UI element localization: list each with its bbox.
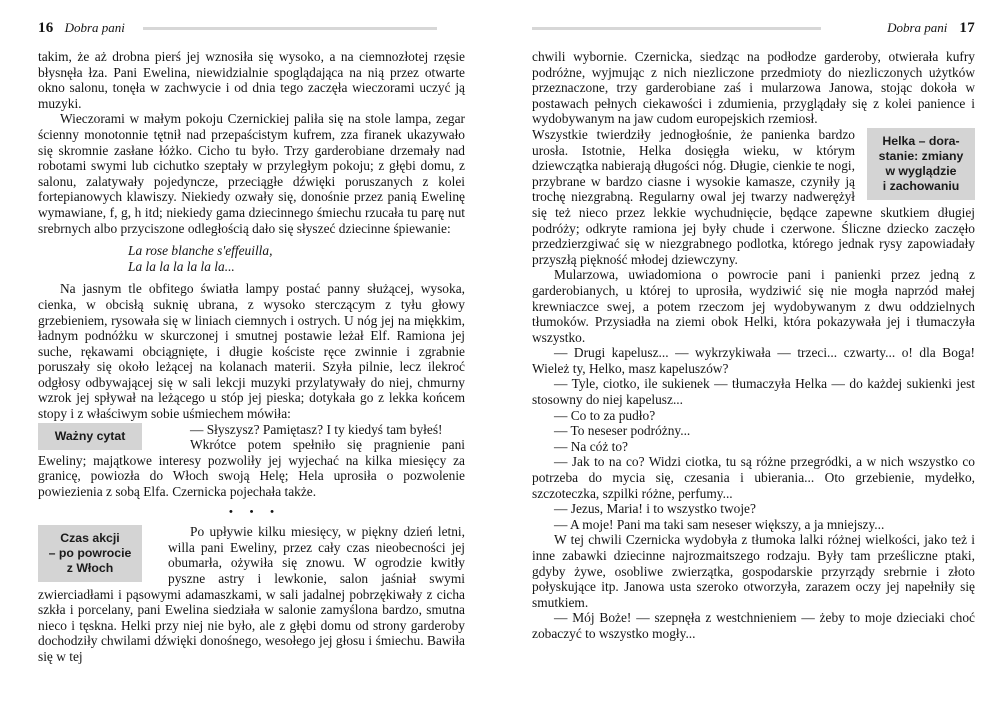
paragraph: Mularzowa, uwiadomiona o powrocie pani i panienki przez jedną z garderobianych, u której to uprosiła, wydziwić się nie mogła naprzód małej krewniaczce swej, a potem rzeczom jej wydobywanym z dwu oddzielnych tłumoków. Przysiadła na ziemi obok Helki, która pokazywała jej i tłumaczyła wszystko. <box>532 267 975 345</box>
paragraph: Na jasnym tle obfitego światła lampy postać panny służącej, wysoka, cienka, w obcisłą suknię ubrana, z wysoko sterczącym z tyłu głowy grzebieniem, rysowała się w liniach ciemnych i ostrych. U nóg jej na miękkim, ładnym podnóżku w skurczonej i smutnej postawie leżał Elf. Ramiona jej suche, rękawami obciągnięte, i długie kościste ręce zwinnie i zgrabnie poruszały się około leżącej na kolanach materii. Szyła pilnie, lecz ilekroć odgłosy odbywającej się w sali lekcji muzyki przylatywały do niej, chmurny wzrok jej spływał na leżącego u stóp jej pieska; dotykała go z lekka końcem stopy i z właściwym sobie uśmiechem mówiła: <box>38 281 465 422</box>
paragraph: Wszystkie twierdziły jednogłośnie, że panienka bardzo urosła. Istotnie, Helka dosięgła wieku, w którym dziewczątka nabierają długości nóg. Długie, cienkie te nogi, przybrane w bardzo ciasne i wysokie kamasze, czyniły ją trochę niezgrabną. Regularny owal jej twarzy nadwerężył się też nieco przez lekkie wychudnięcie, będące zapewne skutkiem długiej podróży; odkryte ramiona jej były chude i czerwone. Śliczne dziecko zaczęło przedzierzgiwać się w niezgrabnego podlotka, którego jednak rysy zapowiadały przyszłą piękność młodej dziewczyny. <box>532 126 975 267</box>
header-rule-right <box>532 27 821 30</box>
margin-note-line: w wyglądzie <box>885 163 957 178</box>
dialogue-line: — Jezus, Maria! i to wszystko twoje? <box>554 501 756 517</box>
margin-note-line: z Włoch <box>66 561 114 576</box>
dialogue-line: — A moje! Pani ma taki sam neseser większy, a ja mniejszy... <box>554 516 885 532</box>
page-header-right <box>532 20 975 36</box>
dialogue-line: — Słyszysz? Pamiętasz? I ty kiedyś tam byłeś! <box>190 421 443 437</box>
paragraph: takim, że aż drobna pierś jej wznosiła się wysoko, a na ciemnozłotej rzęsie błysnęła łza. Pani Ewelina, niewidzialnie spoglądająca na nią przez otwarte okno salonu, tonęła w zachwycie i od dnia tego zaczęła wieczorami uczyć ją muzyki. <box>38 49 465 111</box>
running-title-right: Dobra pani <box>887 20 948 35</box>
verse-line: La la la la la la la... <box>128 258 235 274</box>
running-title-left: Dobra pani <box>64 20 125 35</box>
page-body-right <box>532 49 975 642</box>
dialogue-line: — Mój Boże! — szepnęła z westchnieniem — żeby to moje dzieciaki choć zobaczyć to wszystko mogły... <box>532 610 975 641</box>
paragraph: Po upływie kilku miesięcy, w piękny dzień letni, willa pani Eweliny, przez cały czas nieobecności jej obumarła, ożywiła się znowu. W ogrodzie kwitły pyszne astry i lewkonie, salon jaśniał swymi zwierciadłami i pąsowymi adamaszkami, w sali jadalnej pobrzękiwały z cicha szkła i porcelany, pani Ewelina siedziała w salonie zamyślona bardzo, smutna nieco i tęskna. Helki przy niej nie było, ale z głębi domu od strony garderoby dochodziły chwilami dźwięki donośnego, wesołego jej głosu i śmiechu. Bawiła się w tej <box>38 524 465 664</box>
margin-note-line: stanie: zmiany <box>878 148 964 163</box>
dialogue-line: — Tyle, ciotko, ile sukienek — tłumaczyła Helka — do każdej sukienki jest stosowny do niej kapelusz... <box>532 376 975 408</box>
section-divider: • • • <box>228 505 282 518</box>
dialogue-line: — To neseser podróżny... <box>554 423 691 439</box>
dialogue-line: — Co to za pudło? <box>554 407 656 423</box>
paragraph: Wkrótce potem spełniło się pragnienie pani Eweliny; majątkowe interesy pozwoliły jej wyjechać na kilka miesięcy za granicę, powiozła do Włoch swoją Helę; Hela uprosiła o pozwolenie powiezienia z sobą Elfa. Czernicka pojechała także. <box>38 437 465 500</box>
margin-note-line: Czas akcji <box>60 531 120 546</box>
margin-note-line: – po powrocie <box>48 546 132 561</box>
page-number-left: 16 <box>38 19 54 36</box>
margin-note-czas-akcji <box>38 525 142 582</box>
margin-note-line: i zachowaniu <box>882 178 960 193</box>
page-header-left <box>38 20 465 36</box>
dialogue-line: — Jak to na co? Widzi ciotka, tu są różne przegródki, a w nich wszystko co potrzeba do mycia się, czesania i ubierania... Oto grzebienie, mydełko, szczoteczka, szpilki różne, perfumy... <box>532 454 975 501</box>
margin-note-wazny-cytat <box>38 423 142 450</box>
margin-note-line: Helka – dora- <box>882 133 960 148</box>
dialogue-line: — Drugi kapelusz... — wykrzykiwała — trzeci... czwarty... o! dla Boga! Wieleż ty, Helko, masz kapeluszów? <box>532 345 975 376</box>
paragraph: chwili wybornie. Czernicka, siedząc na podłodze garderoby, otwierała kufry podróżne, wyjmując z nich niezliczone przedmioty do niezliczonych użytków przeznaczone, trzy garderobiane zaś i mularzowa Janowa, stojąc dokoła w postawach pełnych ciekawości i zdumienia, przyglądały się z kolei panience i wydobywanym na jaw cudom europejskich rzemiosł. <box>532 49 975 127</box>
page-number-right: 17 <box>959 19 975 36</box>
page-body-left <box>38 49 465 665</box>
verse-quote <box>128 243 465 274</box>
paragraph: W tej chwili Czernicka wydobyła z tłumoka lalki różnej wielkości, jako też i inne zabawki dziecinne najrozmaitszego rodzaju. Były tam prześliczne ptaki, gdyby żywe, osobliwe zwierzątka, gospodarskie przyrządy srebrnie i złoto połyskujące itp. Janowa usta szeroko otworzyła, zarazem oczy jej napełniły się smutkiem. <box>532 532 975 610</box>
page-17 <box>500 0 1000 712</box>
verse-line: La rose blanche s'effeuilla, <box>128 243 273 259</box>
dialogue-line: — Na cóż to? <box>554 438 628 454</box>
paragraph: Wieczorami w małym pokoju Czernickiej paliła się na stole lampa, zegar ścienny monotonnie tętnił nad przepaścistym kufrem, zza firanek ukazywało się skromnie zasłane łóżko. Cicho tu było. Trzy garderobiane drzemały nad robotami swymi lub cichutko szeptały w przyległym pokoju; z głębi domu, z salonu, zalatywały pojedyncze, przeciągłe dźwięki poruszanych z kolei fortepianowych klawiszy. Niekiedy ozwały się, donośnie przez panią Ewelinę wymawiane, f, g, h itd; niekiedy gama dziecinnego śmiechu rzucała tu parę nut srebrnych albo przyciszone odległością dało się słyszeć dziecinne śpiewanie: <box>38 111 465 236</box>
margin-note-label: Ważny cytat <box>54 428 126 443</box>
header-rule-left <box>143 27 437 30</box>
margin-note-helka-dorastanie <box>867 128 975 200</box>
